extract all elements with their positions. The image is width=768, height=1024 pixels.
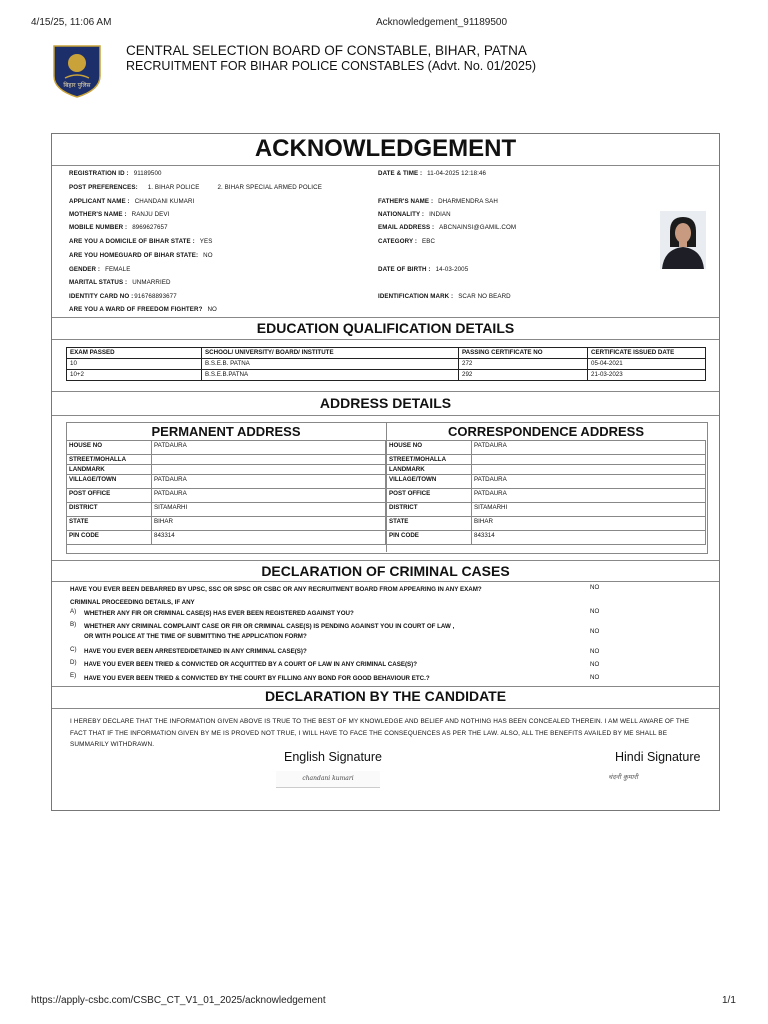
criminal-answer: NO: [590, 608, 600, 615]
table-row: [387, 475, 706, 489]
debarred-question: HAVE YOU EVER BEEN DEBARRED BY UPSC, SSC OR SPSC OR CSBC OR ANY RECRUITMENT BOARD FROM APPEARING IN ANY EXAM?: [70, 586, 482, 593]
english-signature-image: chandani kumari: [276, 771, 380, 788]
table-row: [67, 475, 386, 489]
address-title: ADDRESS DETAILS: [319, 395, 452, 411]
applicant-name: APPLICANT NAME : CHANDANI KUMARI: [69, 198, 195, 205]
table-header-cell: CERTIFICATE ISSUED DATE: [588, 348, 706, 359]
field-label: DISTRICT: [67, 503, 152, 517]
domicile: ARE YOU A DOMICILE OF BIHAR STATE : YES: [69, 238, 213, 245]
table-row: [387, 503, 706, 517]
criminal-question: HAVE YOU EVER BEEN TRIED & CONVICTED BY THE COURT BY FILLING ANY BOND FOR GOOD BEHAVIOUR ETC.?: [84, 675, 430, 682]
table-cell: B.S.E.B. PATNA: [202, 359, 459, 370]
field-value: SITAMARHI: [472, 503, 706, 517]
field-label: STATE: [387, 517, 472, 531]
field-label: PIN CODE: [67, 531, 152, 545]
education-title: EDUCATION QUALIFICATION DETAILS: [256, 320, 515, 336]
table-row: [67, 441, 386, 455]
table-cell: 21-03-2023: [588, 370, 706, 381]
mother-name: MOTHER'S NAME : RANJU DEVI: [69, 211, 170, 218]
field-value: [472, 455, 706, 465]
board-title: CENTRAL SELECTION BOARD OF CONSTABLE, BIHAR, PATNA: [126, 43, 527, 58]
field-value: [472, 465, 706, 475]
divider: [52, 391, 719, 392]
logo-text: बिहार पुलिस: [63, 82, 91, 89]
registration-id: REGISTRATION ID : 91189500: [69, 170, 162, 177]
table-row: [387, 441, 706, 455]
question-key: E): [70, 672, 77, 679]
question-key: B): [70, 621, 77, 628]
criminal-answer: NO: [590, 648, 600, 655]
father-name: FATHER'S NAME : DHARMENDRA SAH: [378, 198, 498, 205]
field-label: STREET/MOHALLA: [67, 455, 152, 465]
bihar-police-logo: [50, 42, 104, 98]
criminal-question-cont: OR WITH POLICE AT THE TIME OF SUBMITTING THE APPLICATION FORM?: [84, 633, 307, 640]
criminal-question: WHETHER ANY CRIMINAL COMPLAINT CASE OR FIR OR CRIMINAL CASE(S) IS PENDING AGAINST YOU IN COURT OF LAW ,: [84, 623, 455, 630]
date-of-birth: DATE OF BIRTH : 14-03-2005: [378, 266, 469, 273]
table-cell: 292: [459, 370, 588, 381]
board-subtitle: RECRUITMENT FOR BIHAR POLICE CONSTABLES (Advt. No. 01/2025): [126, 59, 537, 73]
criminal-question: WHETHER ANY FIR OR CRIMINAL CASE(S) HAS EVER BEEN REGISTERED AGAINST YOU?: [84, 610, 354, 617]
field-label: LANDMARK: [387, 465, 472, 475]
correspondence-address-table: [386, 440, 706, 545]
field-value: SITAMARHI: [152, 503, 386, 517]
education-table: [66, 347, 706, 381]
field-label: HOUSE NO: [387, 441, 472, 455]
divider: [52, 415, 719, 416]
table-cell: 05-04-2021: [588, 359, 706, 370]
field-value: PATDAURA: [472, 441, 706, 455]
post-preferences: POST PREFERENCES: 1. BIHAR POLICE 2. BIHAR SPECIAL ARMED POLICE: [69, 184, 322, 191]
divider: [52, 708, 719, 709]
criminal-question: HAVE YOU EVER BEEN ARRESTED/DETAINED IN ANY CRIMINAL CASE(S)?: [84, 648, 307, 655]
question-key: D): [70, 659, 77, 666]
permanent-address-title: PERMANENT ADDRESS: [151, 424, 301, 439]
table-cell: 10+2: [67, 370, 202, 381]
table-row: [387, 465, 706, 475]
field-value: [152, 455, 386, 465]
ack-title: ACKNOWLEDGEMENT: [254, 135, 517, 162]
hindi-signature-label: Hindi Signature: [615, 750, 701, 764]
table-cell: 10: [67, 359, 202, 370]
table-row: [387, 531, 706, 545]
table-row: [67, 489, 386, 503]
field-label: POST OFFICE: [387, 489, 472, 503]
table-row: [387, 455, 706, 465]
table-row: [387, 517, 706, 531]
identity-card: IDENTITY CARD NO :916768893677: [69, 293, 177, 300]
page-number: 1/1: [722, 995, 736, 1006]
field-value: [152, 465, 386, 475]
field-label: DISTRICT: [387, 503, 472, 517]
divider: [52, 339, 719, 340]
table-header-cell: EXAM PASSED: [67, 348, 202, 359]
table-row: [387, 489, 706, 503]
acknowledgement-frame: [51, 133, 720, 811]
print-url: https://apply-csbc.com/CSBC_CT_V1_01_2025/acknowledgement: [31, 995, 326, 1006]
criminal-answer: NO: [590, 674, 600, 681]
field-label: VILLAGE/TOWN: [67, 475, 152, 489]
field-value: BIHAR: [152, 517, 386, 531]
field-value: PATDAURA: [152, 489, 386, 503]
table-header-row: [67, 348, 706, 359]
mobile-number: MOBILE NUMBER : 8969627657: [69, 224, 168, 231]
permanent-address-table: [66, 440, 386, 545]
proceeding-heading: CRIMINAL PROCEEDING DETAILS, IF ANY: [70, 599, 195, 606]
applicant-photo: [660, 211, 706, 269]
field-value: 843314: [152, 531, 386, 545]
field-value: PATDAURA: [472, 489, 706, 503]
freedom-fighter: ARE YOU A WARD OF FREEDOM FIGHTER? NO: [69, 306, 217, 313]
field-value: BIHAR: [472, 517, 706, 531]
print-doc-title: Acknowledgement_91189500: [376, 17, 508, 28]
field-label: HOUSE NO: [67, 441, 152, 455]
criminal-question: HAVE YOU EVER BEEN TRIED & CONVICTED OR ACQUITTED BY A COURT OF LAW IN ANY CRIMINAL CASE(S)?: [84, 661, 417, 668]
nationality: NATIONALITY : INDIAN: [378, 211, 451, 218]
table-row: [67, 531, 386, 545]
email-address: EMAIL ADDRESS : ABCNAINSI@GAMIL.COM: [378, 224, 517, 231]
table-row: [67, 370, 706, 381]
marital-status: MARITAL STATUS : UNMARRIED: [69, 279, 171, 286]
category: CATEGORY : EBC: [378, 238, 436, 245]
field-label: STATE: [67, 517, 152, 531]
debarred-answer: NO: [590, 584, 600, 591]
field-value: 843314: [472, 531, 706, 545]
declaration-text: I HEREBY DECLARE THAT THE INFORMATION GIVEN ABOVE IS TRUE TO THE BEST OF MY KNOWLEDGE AND BELIEF AND NOTHING HAS BEEN CONCEALED THEREIN. I AM WELL AWARE OF THE FACT THAT IF THE INFORMATION GIVEN BY ME IS PROVED NOT TRUE, I WILL HAVE TO FACE THE CONSEQUENCES AS PER THE LAW. ALSO, ALL THE BENEFITS AVAILED BY ME SHALL BE SUMMARILY WITHDRAWN.: [70, 718, 690, 748]
table-row: [67, 465, 386, 475]
question-key: A): [70, 608, 77, 615]
table-row: [67, 359, 706, 370]
homeguard: ARE YOU HOMEGUARD OF BIHAR STATE: NO: [69, 252, 213, 259]
date-time: DATE & TIME : 11-04-2025 12:18:46: [378, 170, 487, 177]
table-cell: B.S.E.B.PATNA: [202, 370, 459, 381]
divider: [52, 165, 719, 166]
table-row: [67, 455, 386, 465]
english-signature-label: English Signature: [284, 750, 382, 764]
criminal-answer: NO: [590, 661, 600, 668]
field-value: PATDAURA: [152, 441, 386, 455]
field-label: PIN CODE: [387, 531, 472, 545]
hindi-signature-image: चंदनी कुमारी: [608, 773, 638, 781]
gender: GENDER : FEMALE: [69, 266, 131, 273]
criminal-title: DECLARATION OF CRIMINAL CASES: [261, 563, 510, 579]
identification-mark: IDENTIFICATION MARK : SCAR NO BEARD: [378, 293, 511, 300]
divider: [52, 581, 719, 582]
table-row: [67, 517, 386, 531]
criminal-answer: NO: [590, 628, 600, 635]
field-label: VILLAGE/TOWN: [387, 475, 472, 489]
field-value: PATDAURA: [472, 475, 706, 489]
field-label: STREET/MOHALLA: [387, 455, 472, 465]
field-label: POST OFFICE: [67, 489, 152, 503]
print-datetime: 4/15/25, 11:06 AM: [31, 17, 112, 28]
table-cell: 272: [459, 359, 588, 370]
table-header-cell: SCHOOL/ UNIVERSITY/ BOARD/ INSTITUTE: [202, 348, 459, 359]
field-value: PATDAURA: [152, 475, 386, 489]
correspondence-address-title: CORRESPONDENCE ADDRESS: [448, 424, 644, 439]
question-key: C): [70, 646, 77, 653]
table-header-cell: PASSING CERTIFICATE NO: [459, 348, 588, 359]
candidate-declaration-title: DECLARATION BY THE CANDIDATE: [264, 688, 507, 704]
field-label: LANDMARK: [67, 465, 152, 475]
table-row: [67, 503, 386, 517]
